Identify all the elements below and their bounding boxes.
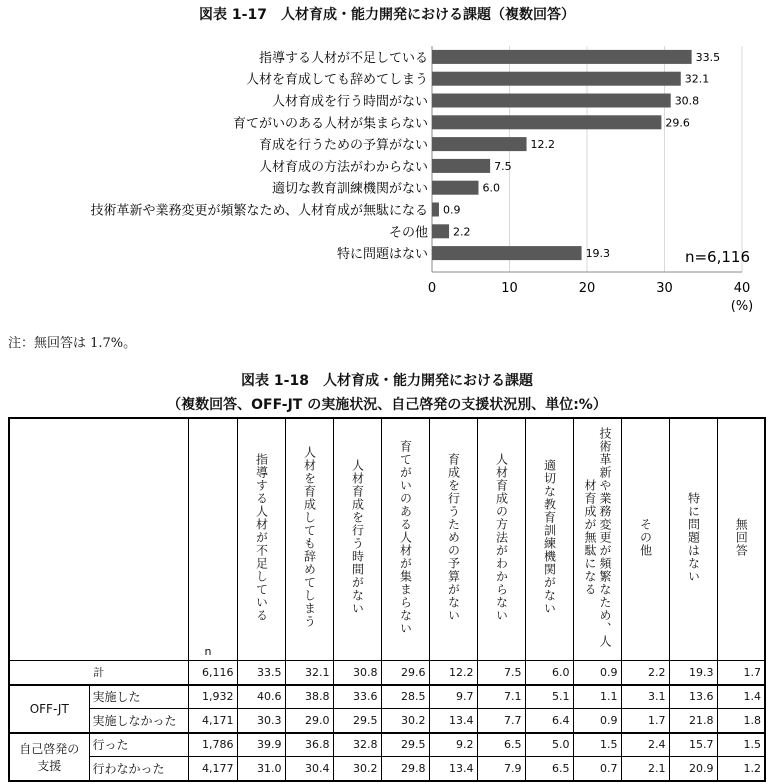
category-label: 技術革新や業務変更が頻繁なため、人材育成が無駄になる [90,203,428,219]
category-label: 人材育成を行う時間がない [271,94,428,110]
value-cell: 20.9 [669,757,717,781]
category-label: 育成を行うための予算がない [258,138,428,154]
value-cell: 30.4 [285,757,333,781]
column-header [573,418,621,661]
value-cell: 2.1 [621,757,669,781]
x-tick-label: 0 [427,281,437,296]
value-cell: 1.4 [717,685,765,709]
value-cell: 7.9 [477,757,525,781]
value-cell: 30.8 [333,661,381,685]
category-label: その他 [388,225,428,241]
column-header [525,418,573,661]
category-label: 特に問題はない [336,247,428,263]
value-cell: 39.9 [237,733,285,757]
column-header [285,418,333,661]
column-header-label: 技術革新や業務変更が頻繁なため、人材育成が無駄になる [583,426,612,648]
value-cell: 1.5 [717,733,765,757]
value-cell: 2.2 [621,661,669,685]
value-cell: 1.5 [573,733,621,757]
n-annotation: n=6,116 [684,248,750,266]
n-cell: 4,177 [188,757,237,781]
n-cell: 6,116 [188,661,237,685]
bar [432,181,479,195]
bar-chart [0,0,774,320]
n-cell: 4,171 [188,709,237,733]
value-cell: 29.5 [333,709,381,733]
value-label: 12.2 [530,138,556,152]
value-cell: 9.2 [429,733,477,757]
row-label: 計 [9,661,188,685]
value-cell: 29.5 [381,733,429,757]
column-header-label: 指導する人材が不足している [254,452,269,622]
value-cell: 1.8 [717,709,765,733]
value-cell: 19.3 [669,661,717,685]
value-label: 30.8 [674,94,700,108]
table-row [9,757,765,781]
value-cell: 6.5 [525,757,573,781]
x-tick-label: 20 [578,281,596,296]
chart-note: 注：無回答は 1.7%。 [8,336,137,351]
value-cell: 1.7 [621,709,669,733]
value-cell: 32.1 [285,661,333,685]
value-cell: 5.1 [525,685,573,709]
value-cell: 13.4 [429,757,477,781]
bar [432,246,582,260]
column-header-label: 育成を行うための予算がない [446,452,461,622]
column-header-label: 特に問題はない [686,491,701,583]
bar [432,137,527,151]
value-cell: 1.2 [717,757,765,781]
value-cell: 38.8 [285,685,333,709]
column-header-label: その他 [638,517,653,557]
column-header [237,418,285,661]
value-cell: 6.0 [525,661,573,685]
value-cell: 0.9 [573,661,621,685]
value-cell: 13.6 [669,685,717,709]
category-label: 育てがいのある人材が集まらない [232,116,428,132]
x-axis-label: (%) [730,299,754,314]
group-label: 自己啓発の支援 [9,733,89,781]
row-label: 行わなかった [89,757,188,781]
value-label: 0.9 [442,203,461,217]
column-header [717,418,765,661]
value-cell: 33.5 [237,661,285,685]
table-row [9,709,765,733]
value-cell: 6.4 [525,709,573,733]
column-header-label: 人材育成を行う時間がない [350,459,365,615]
n-cell: 1,786 [188,733,237,757]
corner-cell [9,418,188,661]
value-cell: 30.2 [381,709,429,733]
value-cell: 15.7 [669,733,717,757]
table-title: 図表 1-18 人材育成・能力開発における課題 [241,373,533,389]
value-cell: 1.7 [717,661,765,685]
value-cell: 0.9 [573,709,621,733]
value-cell: 7.7 [477,709,525,733]
value-cell: 31.0 [237,757,285,781]
value-cell: 0.7 [573,757,621,781]
value-label: 32.1 [684,72,710,86]
category-label: 人材育成の方法がわからない [258,159,428,175]
bar [432,115,661,129]
value-label: 2.2 [453,225,471,239]
value-label: 19.3 [585,247,611,261]
value-cell: 12.2 [429,661,477,685]
table-header-row [9,418,765,661]
x-tick-label: 10 [501,281,518,296]
value-cell: 28.5 [381,685,429,709]
value-cell: 32.8 [333,733,381,757]
value-cell: 9.7 [429,685,477,709]
column-header [429,418,477,661]
value-label: 33.5 [695,50,721,64]
value-cell: 29.8 [381,757,429,781]
value-cell: 33.6 [333,685,381,709]
column-header-label: 適切な教育訓練機関がない [542,459,557,615]
value-label: 29.6 [665,116,690,130]
value-cell: 21.8 [669,709,717,733]
x-tick-label: 30 [656,281,673,296]
bar [432,224,449,238]
value-cell: 7.1 [477,685,525,709]
column-header-label: 無回答 [734,517,749,557]
column-header-label: 育てがいのある人材が集まらない [398,439,413,635]
row-label: 行った [89,733,188,757]
bar [432,203,439,217]
column-header-label: 人材育成の方法がわからない [494,452,509,622]
value-cell: 6.5 [477,733,525,757]
column-header [333,418,381,661]
value-label: 6.0 [482,181,500,195]
value-label: 7.5 [494,159,512,173]
results-table [8,417,766,782]
value-cell: 40.6 [237,685,285,709]
table-subtitle: （複数回答、OFF-JT の実施状況、自己啓発の支援状況別、単位:%） [167,397,607,413]
column-header [477,418,525,661]
category-label: 人材を育成しても辞めてしまう [245,72,428,88]
table-row [9,685,765,709]
n-cell: 1,932 [188,685,237,709]
value-cell: 5.0 [525,733,573,757]
column-header [621,418,669,661]
value-cell: 30.3 [237,709,285,733]
bar [432,50,692,64]
value-cell: 29.6 [381,661,429,685]
x-tick-label: 40 [733,281,751,296]
group-label: OFF-JT [9,685,89,733]
value-cell: 7.5 [477,661,525,685]
table-row [9,661,765,685]
value-cell: 36.8 [285,733,333,757]
value-cell: 13.4 [429,709,477,733]
chart-title: 図表 1-17 人材育成・能力開発における課題（複数回答） [199,7,575,23]
header-n: n [188,418,237,661]
value-cell: 2.4 [621,733,669,757]
value-cell: 1.1 [573,685,621,709]
value-cell: 30.2 [333,757,381,781]
row-label: 実施しなかった [89,709,188,733]
bar [432,94,671,108]
column-header [381,418,429,661]
value-cell: 3.1 [621,685,669,709]
category-label: 適切な教育訓練機関がない [271,181,428,197]
table-row [9,733,765,757]
bar [432,159,490,173]
row-label: 実施した [89,685,188,709]
column-header-label: 人材を育成しても辞めてしまう [302,446,317,628]
bar [432,72,681,86]
column-header [669,418,717,661]
value-cell: 29.0 [285,709,333,733]
category-label: 指導する人材が不足している [258,50,428,66]
